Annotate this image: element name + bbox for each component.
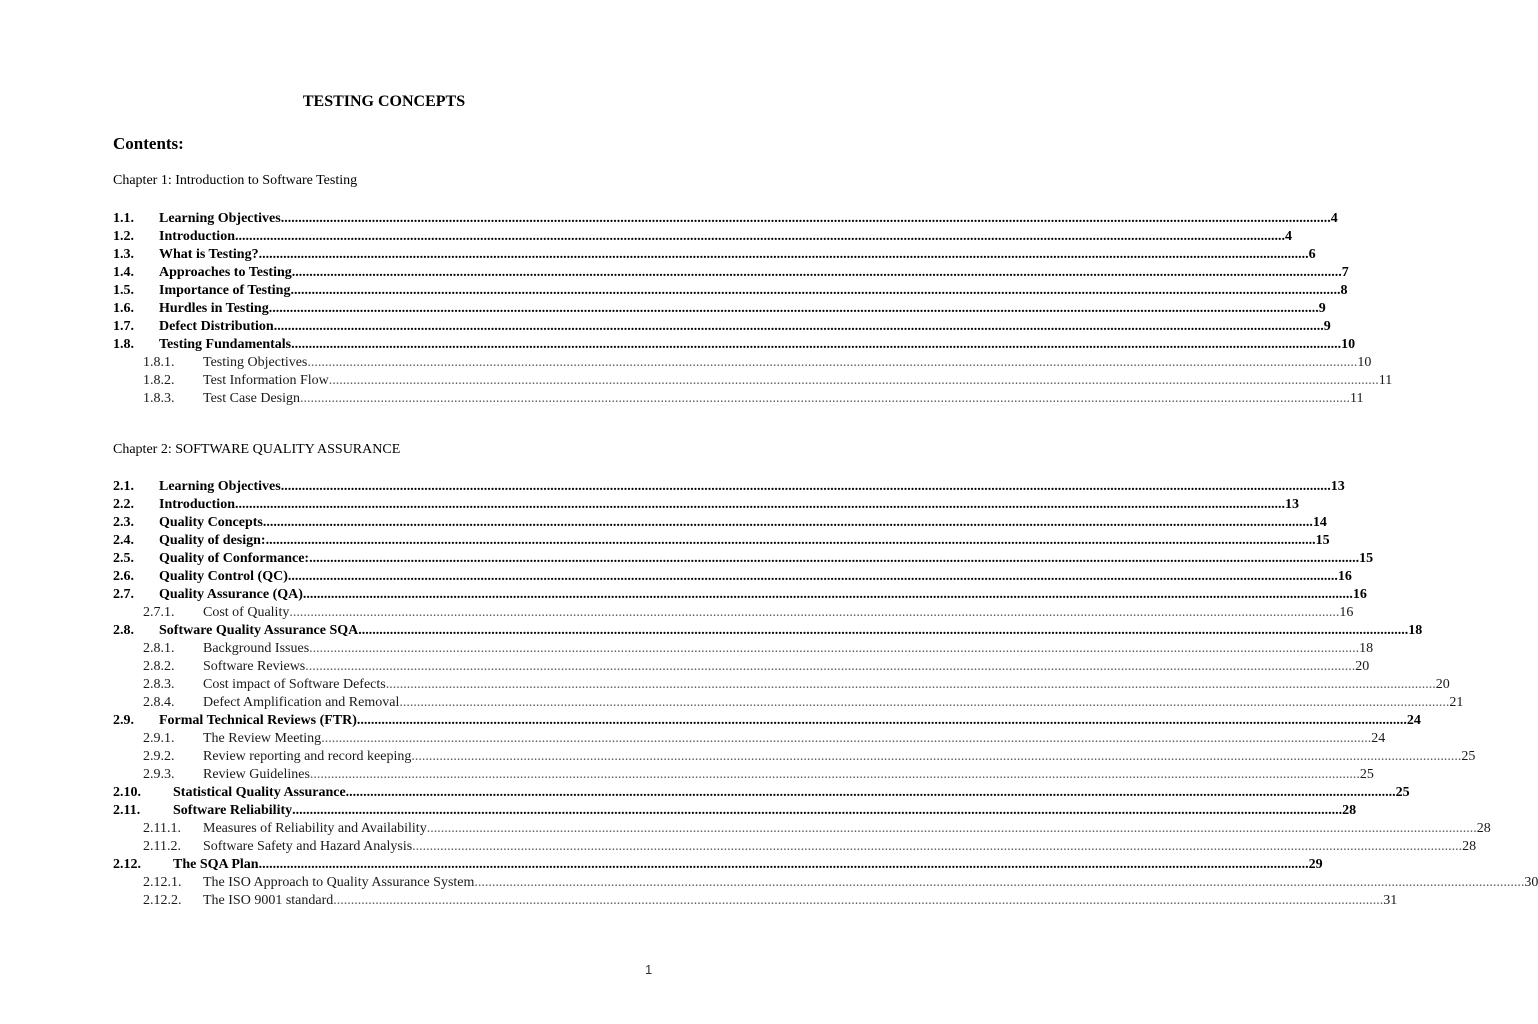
toc-dot-leader: ............................................................................................................................................................................................................................................................................................................ — [345, 785, 1396, 800]
toc-entry-title: Cost of Quality — [203, 605, 290, 620]
toc-entry-number: 2.9.3. — [143, 767, 175, 782]
toc-entry-title: Quality of Conformance: — [159, 551, 310, 566]
toc-entry-number: 2.8.4. — [143, 695, 175, 710]
toc-entry-page: 29 — [1308, 857, 1323, 872]
toc-entry-title: Testing Objectives — [203, 355, 308, 370]
toc-entry[interactable] — [113, 300, 1326, 318]
toc-entry-page: 16 — [1337, 569, 1352, 584]
chapter-2-heading: Chapter 2: SOFTWARE QUALITY ASSURANCE — [113, 442, 401, 457]
toc-entry-page: 28 — [1462, 839, 1477, 854]
toc-entry-page: 15 — [1359, 551, 1374, 566]
toc-entry-page: 14 — [1312, 515, 1327, 530]
toc-entry-page: 18 — [1359, 641, 1374, 656]
toc-dot-leader: ............................................................................................................................................................................................................................................................................................................ — [280, 479, 1331, 494]
toc-entry-page: 30 — [1524, 875, 1538, 890]
toc-entry-number: 2.8. — [113, 623, 134, 638]
toc-entry-number: 1.3. — [113, 247, 134, 262]
toc-entry[interactable] — [113, 336, 1356, 354]
toc-entry-title: Defect Distribution — [159, 319, 274, 334]
toc-dot-leader: ............................................................................................................................................................................................................................................................................................................ — [426, 821, 1477, 836]
toc-dot-leader: ............................................................................................................................................................................................................................................................................................................ — [300, 391, 1351, 406]
toc-entry-page: 8 — [1340, 283, 1348, 298]
toc-entry-page: 25 — [1359, 767, 1374, 782]
chapter-1-toc — [113, 210, 1393, 408]
toc-entry-page: 4 — [1284, 229, 1292, 244]
chapter-2-toc — [113, 478, 1538, 910]
toc-dot-leader: ............................................................................................................................................................................................................................................................................................................ — [234, 497, 1285, 512]
toc-entry-title: Quality Control (QC) — [159, 569, 288, 584]
toc-entry[interactable] — [113, 372, 1393, 390]
toc-entry[interactable] — [113, 354, 1372, 372]
toc-entry[interactable] — [113, 264, 1349, 282]
toc-entry-number: 1.5. — [113, 283, 134, 298]
toc-entry-title: Quality Concepts — [159, 515, 263, 530]
toc-entry-number: 1.7. — [113, 319, 134, 334]
toc-entry-number: 2.12. — [113, 857, 141, 872]
toc-entry-page: 6 — [1308, 247, 1316, 262]
toc-entry-page: 9 — [1318, 301, 1326, 316]
toc-dot-leader: ............................................................................................................................................................................................................................................................................................................ — [262, 515, 1313, 530]
toc-entry[interactable] — [113, 282, 1348, 300]
toc-entry[interactable] — [113, 838, 1477, 856]
toc-entry-page: 28 — [1342, 803, 1357, 818]
toc-entry-number: 2.11.2. — [143, 839, 181, 854]
toc-entry[interactable] — [113, 748, 1476, 766]
toc-entry-number: 2.9. — [113, 713, 134, 728]
toc-dot-leader: ............................................................................................................................................................................................................................................................................................................ — [258, 247, 1309, 262]
toc-entry-page: 16 — [1339, 605, 1354, 620]
toc-entry-title: The ISO 9001 standard — [203, 893, 334, 908]
toc-entry-page: 11 — [1378, 373, 1393, 388]
toc-entry-title: Introduction — [159, 497, 235, 512]
toc-entry[interactable] — [113, 802, 1357, 820]
toc-entry-title: Test Case Design — [203, 391, 301, 406]
toc-entry-number: 2.8.3. — [143, 677, 175, 692]
toc-entry-page: 25 — [1461, 749, 1476, 764]
toc-entry-title: Review Guidelines — [203, 767, 310, 782]
toc-entry[interactable] — [113, 640, 1374, 658]
toc-dot-leader: ............................................................................................................................................................................................................................................................................................................ — [273, 319, 1324, 334]
toc-dot-leader: ............................................................................................................................................................................................................................................................................................................ — [385, 677, 1436, 692]
toc-entry[interactable] — [113, 658, 1370, 676]
toc-entry-page: 13 — [1330, 479, 1345, 494]
toc-dot-leader: ............................................................................................................................................................................................................................................................................................................ — [280, 211, 1331, 226]
toc-entry[interactable] — [113, 856, 1323, 874]
toc-entry[interactable] — [113, 550, 1374, 568]
toc-entry-title: Measures of Reliability and Availability — [203, 821, 427, 836]
toc-entry-title: Quality Assurance (QA) — [159, 587, 303, 602]
toc-entry[interactable] — [113, 766, 1374, 784]
toc-entry[interactable] — [113, 210, 1338, 228]
toc-entry[interactable] — [113, 568, 1352, 586]
toc-dot-leader: ............................................................................................................................................................................................................................................................................................................ — [309, 641, 1360, 656]
toc-entry-number: 1.8. — [113, 337, 134, 352]
document-title: TESTING CONCEPTS — [302, 93, 466, 110]
toc-entry-title: The SQA Plan — [173, 857, 259, 872]
toc-entry[interactable] — [113, 712, 1421, 730]
toc-entry[interactable] — [113, 622, 1423, 640]
toc-entry[interactable] — [113, 586, 1367, 604]
toc-entry-number: 2.9.1. — [143, 731, 175, 746]
toc-entry-title: Software Safety and Hazard Analysis — [203, 839, 413, 854]
toc-entry-number: 2.7.1. — [143, 605, 175, 620]
toc-entry[interactable] — [113, 676, 1450, 694]
toc-dot-leader: ............................................................................................................................................................................................................................................................................................................ — [333, 893, 1384, 908]
toc-dot-leader: ............................................................................................................................................................................................................................................................................................................ — [328, 373, 1379, 388]
toc-entry-title: Quality of design: — [159, 533, 266, 548]
toc-entry-title: Defect Amplification and Removal — [203, 695, 400, 710]
toc-entry-title: Software Reviews — [203, 659, 306, 674]
toc-entry-title: Background Issues — [203, 641, 310, 656]
toc-entry[interactable] — [113, 874, 1538, 892]
toc-entry-page: 10 — [1357, 355, 1372, 370]
toc-dot-leader: ............................................................................................................................................................................................................................................................................................................ — [234, 229, 1285, 244]
toc-entry-number: 1.4. — [113, 265, 134, 280]
toc-entry-number: 1.8.2. — [143, 373, 175, 388]
toc-entry-number: 1.2. — [113, 229, 134, 244]
toc-dot-leader: ............................................................................................................................................................................................................................................................................................................ — [292, 803, 1343, 818]
toc-entry-title: Approaches to Testing — [159, 265, 292, 280]
toc-entry-number: 2.8.1. — [143, 641, 175, 656]
toc-entry-number: 1.8.1. — [143, 355, 175, 370]
toc-entry[interactable] — [113, 496, 1299, 514]
toc-dot-leader: ............................................................................................................................................................................................................................................................................................................ — [399, 695, 1450, 710]
toc-entry[interactable] — [113, 532, 1330, 550]
toc-entry-page: 16 — [1352, 587, 1367, 602]
toc-entry-title: Learning Objectives — [159, 479, 281, 494]
toc-entry-page: 25 — [1395, 785, 1410, 800]
toc-entry-number: 2.12.2. — [143, 893, 182, 908]
toc-entry-number: 2.7. — [113, 587, 134, 602]
toc-entry[interactable] — [113, 514, 1327, 532]
toc-entry-number: 2.11.1. — [143, 821, 181, 836]
toc-entry-number: 2.12.1. — [143, 875, 182, 890]
toc-entry-page: 28 — [1476, 821, 1491, 836]
toc-dot-leader: ............................................................................................................................................................................................................................................................................................................ — [291, 265, 1342, 280]
toc-entry-page: 18 — [1408, 623, 1423, 638]
toc-entry-number: 2.9.2. — [143, 749, 175, 764]
toc-entry[interactable] — [113, 820, 1491, 838]
toc-entry-title: Cost impact of Software Defects — [203, 677, 386, 692]
contents-heading: Contents: — [113, 134, 184, 153]
toc-dot-leader: ............................................................................................................................................................................................................................................................................................................ — [411, 749, 1462, 764]
toc-entry-number: 2.4. — [113, 533, 134, 548]
toc-entry-title: Formal Technical Reviews (FTR) — [159, 713, 357, 728]
toc-entry-title: Statistical Quality Assurance — [173, 785, 346, 800]
toc-entry-number: 2.6. — [113, 569, 134, 584]
toc-dot-leader: ............................................................................................................................................................................................................................................................................................................ — [474, 875, 1525, 890]
toc-dot-leader: ............................................................................................................................................................................................................................................................................................................ — [302, 587, 1353, 602]
toc-entry-number: 2.3. — [113, 515, 134, 530]
toc-dot-leader: ............................................................................................................................................................................................................................................................................................................ — [412, 839, 1463, 854]
toc-entry[interactable] — [113, 390, 1364, 408]
toc-dot-leader: ............................................................................................................................................................................................................................................................................................................ — [305, 659, 1356, 674]
toc-entry-title: Hurdles in Testing — [159, 301, 269, 316]
toc-entry-page: 7 — [1341, 265, 1349, 280]
toc-entry[interactable] — [113, 478, 1345, 496]
toc-entry[interactable] — [113, 318, 1331, 336]
toc-entry-title: Software Quality Assurance SQA — [159, 623, 359, 638]
toc-entry-number: 2.5. — [113, 551, 134, 566]
toc-entry-number: 2.8.2. — [143, 659, 175, 674]
toc-entry[interactable] — [113, 604, 1354, 622]
toc-entry-number: 1.6. — [113, 301, 134, 316]
toc-entry-title: Review reporting and record keeping — [203, 749, 412, 764]
toc-entry-number: 2.11. — [113, 803, 141, 818]
toc-entry[interactable] — [113, 246, 1316, 264]
toc-entry-page: 24 — [1371, 731, 1386, 746]
chapter-1-heading: Chapter 1: Introduction to Software Testing — [113, 173, 358, 188]
page-number: 1 — [645, 962, 653, 977]
toc-entry[interactable] — [113, 228, 1292, 246]
toc-dot-leader: ............................................................................................................................................................................................................................................................................................................ — [309, 767, 1360, 782]
toc-entry-page: 10 — [1341, 337, 1356, 352]
toc-entry-title: Importance of Testing — [159, 283, 291, 298]
toc-entry-page: 13 — [1284, 497, 1299, 512]
toc-entry-page: 15 — [1315, 533, 1330, 548]
toc-dot-leader: ............................................................................................................................................................................................................................................................................................................ — [265, 533, 1316, 548]
toc-entry[interactable] — [113, 694, 1464, 712]
toc-entry-number: 1.1. — [113, 211, 134, 226]
toc-entry-page: 24 — [1406, 713, 1421, 728]
toc-entry-page: 11 — [1350, 391, 1364, 406]
toc-entry-number: 1.8.3. — [143, 391, 175, 406]
toc-entry-title: What is Testing? — [159, 247, 259, 262]
toc-entry-title: The ISO Approach to Quality Assurance System — [203, 875, 475, 890]
toc-entry-page: 4 — [1330, 211, 1338, 226]
toc-entry-number: 2.2. — [113, 497, 134, 512]
toc-entry-number: 2.10. — [113, 785, 141, 800]
toc-entry[interactable] — [113, 730, 1386, 748]
toc-dot-leader: ............................................................................................................................................................................................................................................................................................................ — [287, 569, 1338, 584]
toc-dot-leader: ............................................................................................................................................................................................................................................................................................................ — [258, 857, 1309, 872]
toc-dot-leader: ............................................................................................................................................................................................................................................................................................................ — [290, 283, 1341, 298]
toc-dot-leader: ............................................................................................................................................................................................................................................................................................................ — [307, 355, 1358, 370]
toc-dot-leader: ............................................................................................................................................................................................................................................................................................................ — [291, 337, 1342, 352]
toc-entry-page: 31 — [1383, 893, 1398, 908]
toc-entry-page: 9 — [1323, 319, 1331, 334]
toc-entry-page: 20 — [1435, 677, 1450, 692]
toc-entry-page: 21 — [1449, 695, 1464, 710]
toc-entry-title: The Review Meeting — [203, 731, 322, 746]
toc-entry-page: 20 — [1355, 659, 1370, 674]
toc-entry-title: Software Reliability — [173, 803, 293, 818]
toc-dot-leader: ............................................................................................................................................................................................................................................................................................................ — [358, 623, 1409, 638]
toc-entry-number: 2.1. — [113, 479, 134, 494]
toc-entry[interactable] — [113, 784, 1410, 802]
toc-entry-title: Learning Objectives — [159, 211, 281, 226]
toc-dot-leader: ............................................................................................................................................................................................................................................................................................................ — [268, 301, 1319, 316]
toc-entry-title: Introduction — [159, 229, 235, 244]
toc-entry[interactable] — [113, 892, 1398, 910]
toc-dot-leader: ............................................................................................................................................................................................................................................................................................................ — [321, 731, 1372, 746]
toc-dot-leader: ............................................................................................................................................................................................................................................................................................................ — [289, 605, 1340, 620]
toc-entry-title: Testing Fundamentals — [159, 337, 292, 352]
toc-dot-leader: ............................................................................................................................................................................................................................................................................................................ — [309, 551, 1360, 566]
toc-entry-title: Test Information Flow — [203, 373, 329, 388]
toc-dot-leader: ............................................................................................................................................................................................................................................................................................................ — [356, 713, 1407, 728]
